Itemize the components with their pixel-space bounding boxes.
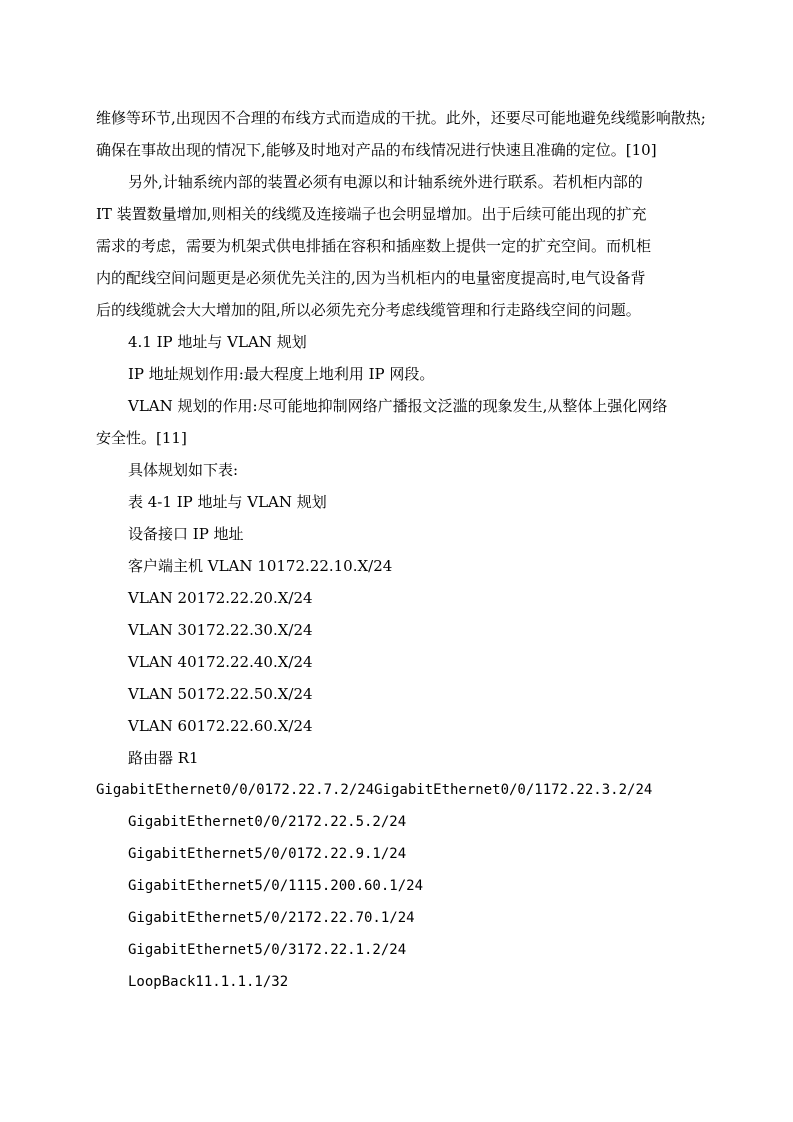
- body-text-line: VLAN 规划的作用:尽可能地抑制网络广播报文泛滥的现象发生,从整体上强化网络: [128, 397, 668, 415]
- body-text-line: 需求的考虑，需要为机架式供电排插在容积和插座数上提供一定的扩充空间。而机柜: [96, 237, 652, 255]
- section-heading: 4.1 IP 地址与 VLAN 规划: [128, 333, 307, 351]
- table-row: GigabitEthernet5/0/2172.22.70.1/24: [128, 910, 415, 926]
- table-row: VLAN 50172.22.50.X/24: [128, 685, 313, 703]
- body-text-line: 安全性。[11]: [96, 429, 187, 447]
- table-caption: 表 4-1 IP 地址与 VLAN 规划: [128, 493, 327, 511]
- body-text-line: 后的线缆就会大大增加的阻,所以必须先充分考虑线缆管理和行走路线空间的问题。: [96, 301, 641, 319]
- body-text-line: 另外,计轴系统内部的装置必须有电源以和计轴系统外进行联系。若机柜内部的: [128, 173, 643, 191]
- table-row: 路由器 R1: [128, 749, 199, 767]
- table-row: GigabitEthernet0/0/2172.22.5.2/24: [128, 814, 407, 830]
- table-row: GigabitEthernet5/0/0172.22.9.1/24: [128, 846, 407, 862]
- table-row: 客户端主机 VLAN 10172.22.10.X/24: [128, 557, 393, 575]
- table-row: LoopBack11.1.1.1/32: [128, 974, 289, 990]
- table-row: VLAN 20172.22.20.X/24: [128, 589, 313, 607]
- body-text-line: 确保在事故出现的情况下,能够及时地对产品的布线情况进行快速且准确的定位。[10]: [96, 141, 657, 159]
- body-text-line: 内的配线空间问题更是必须优先关注的,因为当机柜内的电量密度提高时,电气设备背: [96, 269, 646, 287]
- table-row: VLAN 30172.22.30.X/24: [128, 621, 313, 639]
- table-row: VLAN 60172.22.60.X/24: [128, 717, 313, 735]
- body-text-line: 具体规划如下表:: [128, 461, 239, 479]
- table-row: GigabitEthernet5/0/3172.22.1.2/24: [128, 942, 407, 958]
- table-row: GigabitEthernet0/0/0172.22.7.2/24GigabitEthernet0/0/1172.22.3.2/24: [96, 782, 653, 798]
- table-header-row: 设备接口 IP 地址: [128, 525, 244, 543]
- body-text-line: 维修等环节,出现因不合理的布线方式而造成的干扰。此外，还要尽可能地避免线缆影响散热;: [96, 109, 706, 127]
- body-text-line: IT 装置数量增加,则相关的线缆及连接端子也会明显增加。出于后续可能出现的扩充: [96, 205, 647, 223]
- body-text-line: IP 地址规划作用:最大程度上地利用 IP 网段。: [128, 365, 435, 383]
- table-row: GigabitEthernet5/0/1115.200.60.1/24: [128, 878, 424, 894]
- table-row: VLAN 40172.22.40.X/24: [128, 653, 313, 671]
